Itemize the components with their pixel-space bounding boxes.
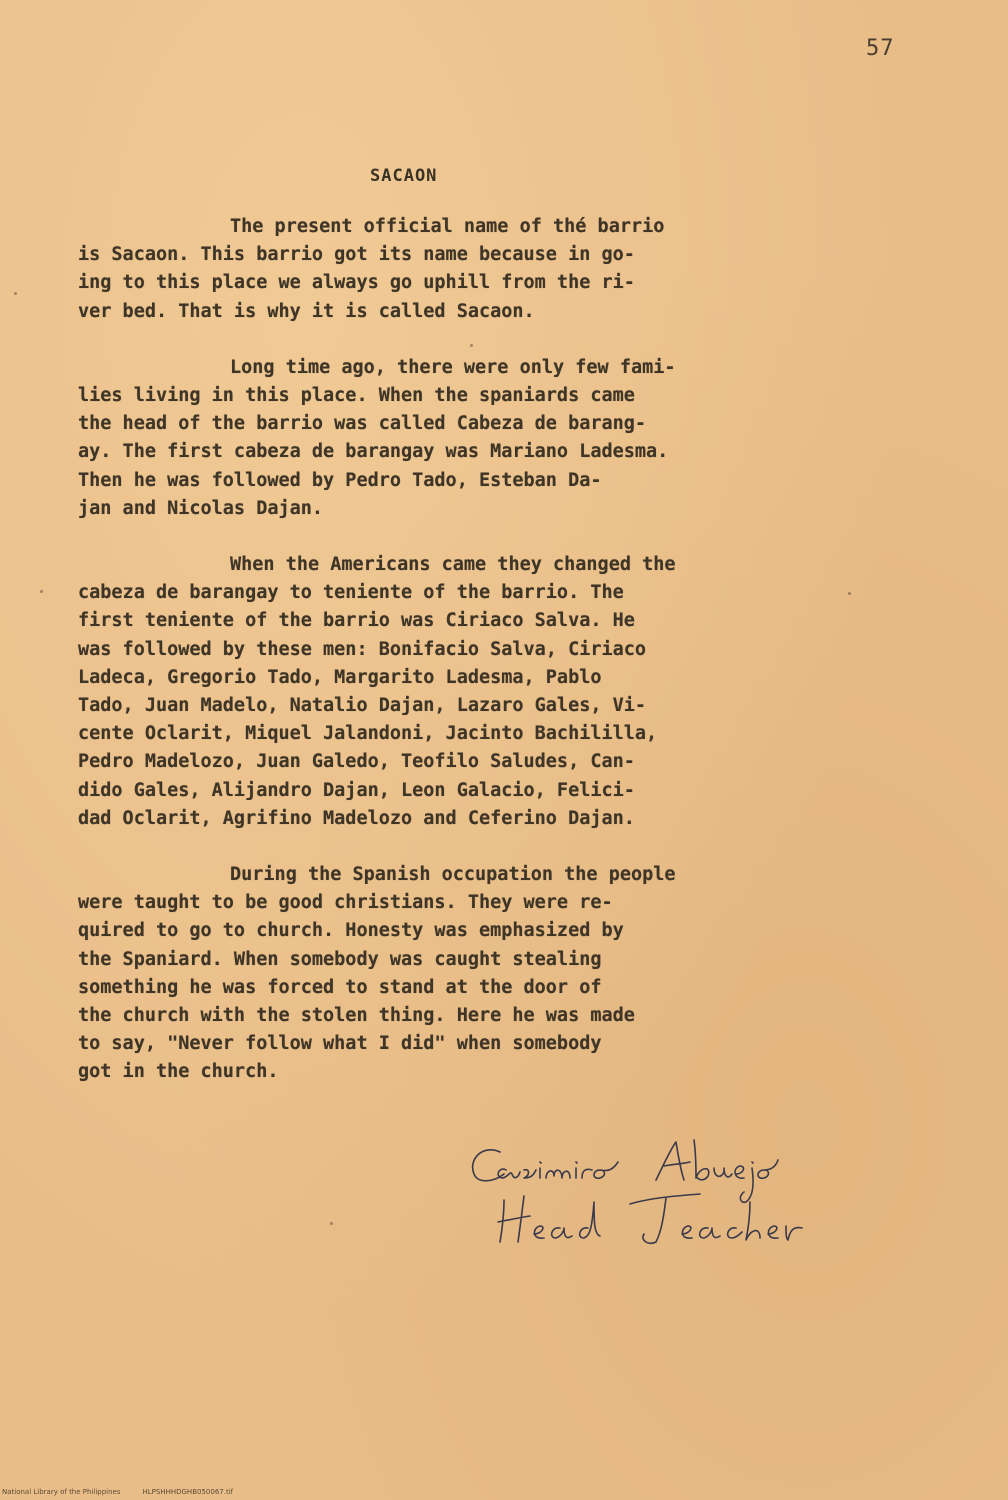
text-line: the Spaniard. When somebody was caught stealing (78, 948, 602, 970)
document-body (78, 213, 878, 1115)
text-line: ing to this place we always go uphill from the ri- (78, 272, 635, 294)
paper-speck (330, 1222, 333, 1225)
text-line: was followed by these men: Bonifacio Salva, Ciriaco (78, 638, 647, 660)
paper-speck (40, 590, 43, 593)
document-title: SACAON (370, 166, 438, 186)
text-line: to say, "Never follow what I did" when somebody (78, 1033, 602, 1055)
paragraph-spanish-occupation (78, 861, 878, 1087)
page-number: 57 (866, 36, 895, 61)
text-line: jan and Nicolas Dajan. (78, 497, 324, 519)
text-line: Tado, Juan Madelo, Natalio Dajan, Lazaro Gales, Vi- (78, 695, 647, 717)
text-line: ver bed. That is why it is called Sacaon. (78, 300, 535, 322)
text-line: ay. The first cabeza de barangay was Mariano Ladesma. (78, 441, 669, 463)
text-line: When the Americans came they changed the (230, 554, 676, 576)
text-line: Ladeca, Gregorio Tado, Margarito Ladesma, Pablo (78, 666, 602, 688)
paper-speck (848, 592, 851, 595)
text-line: got in the church. (78, 1061, 279, 1083)
text-line: cabeza de barangay to teniente of the barrio. The (78, 582, 624, 604)
paper-speck (14, 292, 17, 295)
signature-stroke-head-teacher (498, 1194, 802, 1243)
text-line: Then he was followed by Pedro Tado, Esteban Da- (78, 469, 602, 491)
text-line: Long time ago, there were only few fami- (230, 356, 676, 378)
text-line: Pedro Madelozo, Juan Galedo, Teofilo Saludes, Can- (78, 751, 635, 773)
signature-stroke-abuejo (656, 1140, 778, 1202)
handwritten-signature (460, 1130, 880, 1250)
text-line: were taught to be good christians. They were re- (78, 892, 613, 914)
text-line: the church with the stolen thing. Here he was made (78, 1005, 635, 1027)
paper-speck (470, 344, 473, 347)
text-line: quired to go to church. Honesty was emphasized by (78, 920, 624, 942)
text-line: The present official name of thé barrio (230, 216, 665, 237)
text-line: dido Gales, Alijandro Dajan, Leon Galacio, Felici- (78, 779, 635, 801)
paragraph-american-tenientes (78, 551, 878, 833)
footer-filename: HLPSHHHDGHB050067.tif (142, 1488, 234, 1496)
text-line: lies living in this place. When the spaniards came (78, 385, 635, 407)
text-line: first teniente of the barrio was Ciriaco Salva. He (78, 610, 635, 632)
footer-library: National Library of the Philippines (2, 1488, 121, 1496)
footer-credit (2, 1488, 233, 1496)
signature-stroke-casimiro (473, 1150, 618, 1181)
text-line: During the Spanish occupation the people (230, 864, 676, 886)
paragraph-name-origin (78, 213, 878, 326)
text-line: the head of the barrio was called Cabeza de barang- (78, 413, 647, 435)
text-line: dad Oclarit, Agrifino Madelozo and Ceferino Dajan. (78, 807, 635, 829)
paragraph-spanish-leaders (78, 354, 878, 523)
text-line: cente Oclarit, Miquel Jalandoni, Jacinto Bachililla, (78, 723, 658, 745)
text-line: something he was forced to stand at the door of (78, 976, 602, 998)
text-line: is Sacaon. This barrio got its name because in go- (78, 244, 635, 266)
